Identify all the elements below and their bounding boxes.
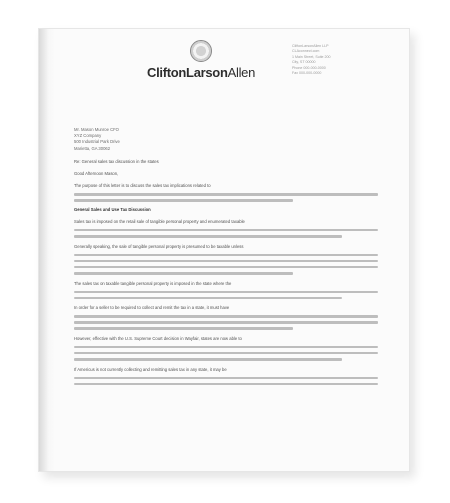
- paragraph: [74, 305, 378, 330]
- address-line: Phone 000-000-0000: [292, 65, 326, 70]
- recipient-line: XYZ Company: [74, 133, 102, 139]
- paragraph: [74, 244, 378, 275]
- paragraph-lead: If Americus is not currently collecting and remitting sales tax in any state, it may be: [74, 366, 227, 372]
- paragraph: [74, 219, 378, 238]
- text-line: [74, 346, 378, 348]
- text-line: [74, 377, 378, 379]
- text-line: [74, 291, 378, 293]
- paragraph-lead: The sales tax on taxable tangible personal property is imposed in the state where the: [74, 280, 232, 286]
- text-line: [74, 358, 342, 360]
- text-line: [74, 235, 342, 237]
- text-line: [74, 297, 342, 299]
- address-line: CliftonLarsonAllen LLP: [292, 44, 329, 48]
- address-line: CLAconnect.com: [292, 49, 320, 54]
- paragraph-lead: In order for a seller to be required to collect and remit the tax in a state, it must have: [74, 305, 230, 311]
- paragraph-intro: [74, 183, 378, 202]
- text-line: [74, 260, 378, 262]
- recipient-line: Mr. Mason Munroe CFO: [74, 127, 119, 132]
- paragraph: [74, 336, 378, 361]
- text-line: [74, 229, 378, 231]
- letterhead-address: [292, 44, 364, 76]
- recipient-line: 500 Industrial Park Drive: [74, 139, 120, 145]
- text-line: [74, 272, 293, 274]
- paragraph: [74, 367, 378, 386]
- text-line: [74, 193, 378, 195]
- text-line: [74, 352, 378, 354]
- text-line: [74, 321, 378, 323]
- paragraph-lead: The purpose of this letter is to discuss the sales tax implications related to: [74, 183, 211, 189]
- text-line: [74, 327, 293, 329]
- salutation: Good Afternoon Mason,: [74, 171, 119, 177]
- paragraph-lead: Generally speaking, the sale of tangible personal property is presumed to be taxable unless: [74, 243, 244, 249]
- address-line: Fax 000-000-0000: [292, 71, 322, 76]
- recipient-line: Marietta, GA 30062: [74, 145, 111, 151]
- binding-fold: [39, 29, 55, 471]
- company-logo: [147, 40, 255, 80]
- section-heading: General Sales and Use Tax Discussion: [74, 206, 151, 212]
- text-line: [74, 266, 378, 268]
- subject-line: Re: General sales tax discussion in the states: [74, 158, 159, 164]
- text-line: [74, 315, 378, 317]
- address-line: 1 Main Street, Suite 200: [292, 54, 331, 59]
- logo-emblem-icon: [190, 40, 212, 62]
- paragraph-lead: Sales tax is imposed on the retail sale of tangible personal property and enumerated taxable: [74, 219, 245, 224]
- logo-wordmark: CliftonLarsonAllen: [147, 65, 256, 80]
- recipient-block: [74, 127, 378, 152]
- text-line: [74, 254, 378, 256]
- address-line: City, ST 00000: [292, 60, 316, 65]
- text-line: [74, 383, 378, 385]
- text-line: [74, 199, 293, 201]
- letter-body: [74, 127, 378, 389]
- paragraph-lead: However, effective with the U.S. Supreme Court decision in Wayfair, states are now able to: [74, 335, 242, 341]
- paragraph: [74, 281, 378, 300]
